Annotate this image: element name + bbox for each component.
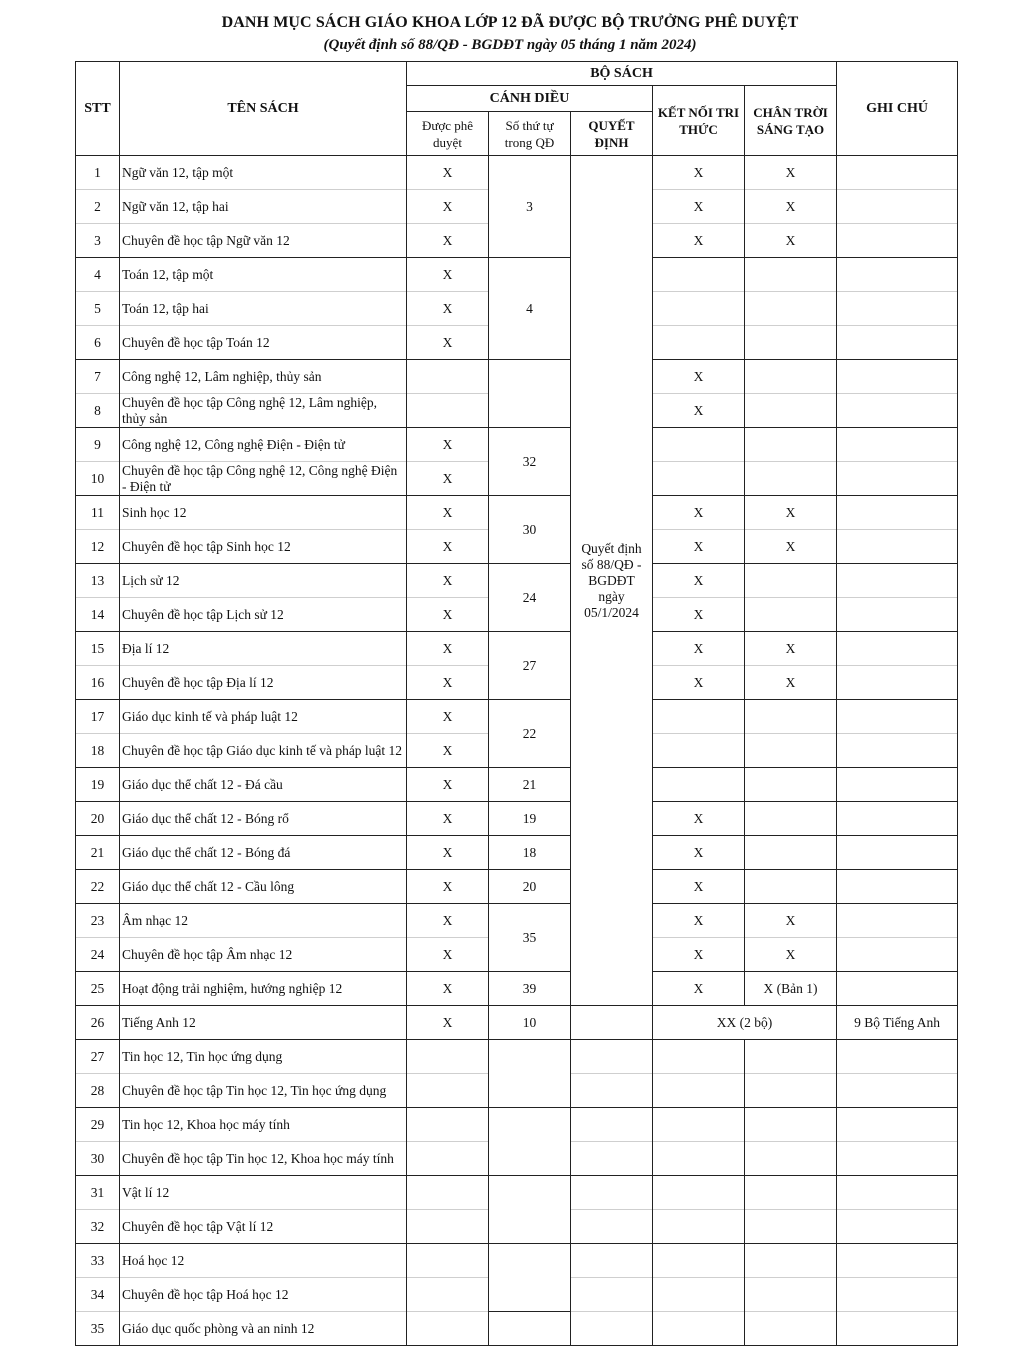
row-order-number [489, 360, 571, 428]
row-approved: X [407, 224, 489, 258]
row-stt: 31 [76, 1176, 120, 1210]
row-note [837, 326, 958, 360]
table-row [76, 1040, 958, 1074]
row-stt: 13 [76, 564, 120, 598]
row-book-name: Ngữ văn 12, tập một [120, 156, 407, 190]
row-stt: 6 [76, 326, 120, 360]
row-ket-noi: X [653, 360, 745, 394]
row-ket-noi [653, 292, 745, 326]
row-stt: 22 [76, 870, 120, 904]
table-row [76, 768, 958, 802]
row-note [837, 904, 958, 938]
row-chan-troi: X [745, 190, 837, 224]
table-row [76, 1312, 958, 1346]
row-book-name: Âm nhạc 12 [120, 904, 407, 938]
row-book-name: Ngữ văn 12, tập hai [120, 190, 407, 224]
row-stt: 8 [76, 394, 120, 428]
row-approved [407, 394, 489, 428]
row-stt: 5 [76, 292, 120, 326]
row-note [837, 258, 958, 292]
row-order-number [489, 1312, 571, 1346]
row-stt: 19 [76, 768, 120, 802]
row-approved [407, 1108, 489, 1142]
row-approved [407, 1244, 489, 1278]
col-canh-dieu: CÁNH DIỀU [407, 86, 653, 112]
row-book-name: Chuyên đề học tập Hoá học 12 [120, 1278, 407, 1312]
col-so-thu-tu: Số thứ tự trong QĐ [489, 112, 571, 156]
row-order-number: 18 [489, 836, 571, 870]
row-book-name: Giáo dục thể chất 12 - Đá cầu [120, 768, 407, 802]
row-book-name: Tin học 12, Khoa học máy tính [120, 1108, 407, 1142]
row-stt: 20 [76, 802, 120, 836]
row-note [837, 1176, 958, 1210]
row-order-number [489, 1108, 571, 1176]
row-chan-troi: X [745, 530, 837, 564]
row-note [837, 836, 958, 870]
row-ket-noi [653, 1210, 745, 1244]
row-chan-troi [745, 1108, 837, 1142]
table-row [76, 1006, 958, 1040]
row-approved: X [407, 292, 489, 326]
table-row [76, 156, 958, 190]
table-row [76, 632, 958, 666]
row-approved: X [407, 666, 489, 700]
row-order-number: 24 [489, 564, 571, 632]
row-order-number: 10 [489, 1006, 571, 1040]
row-book-name: Chuyên đề học tập Tin học 12, Tin học ứng dụng [120, 1074, 407, 1108]
row-approved [407, 1312, 489, 1346]
row-ket-noi [653, 1244, 745, 1278]
row-book-name: Chuyên đề học tập Ngữ văn 12 [120, 224, 407, 258]
col-chan-troi-sang-tao: CHÂN TRỜI SÁNG TẠO [745, 86, 837, 156]
row-chan-troi: X [745, 496, 837, 530]
row-stt: 17 [76, 700, 120, 734]
decision-cell-empty [571, 1142, 653, 1176]
row-stt: 4 [76, 258, 120, 292]
row-note [837, 1108, 958, 1142]
row-book-name: Công nghệ 12, Công nghệ Điện - Điện tử [120, 428, 407, 462]
row-stt: 11 [76, 496, 120, 530]
row-order-number: 22 [489, 700, 571, 768]
col-duoc-phe-duyet: Được phê duyệt [407, 112, 489, 156]
table-row [76, 802, 958, 836]
row-book-name: Giáo dục quốc phòng và an ninh 12 [120, 1312, 407, 1346]
row-note [837, 1278, 958, 1312]
decision-cell-empty [571, 1278, 653, 1312]
row-order-number: 21 [489, 768, 571, 802]
col-ten-sach: TÊN SÁCH [120, 62, 407, 156]
row-approved [407, 1040, 489, 1074]
row-book-name: Tin học 12, Tin học ứng dụng [120, 1040, 407, 1074]
decision-cell-empty [571, 1244, 653, 1278]
row-approved: X [407, 1006, 489, 1040]
table-row [76, 1176, 958, 1210]
row-note [837, 1074, 958, 1108]
row-chan-troi [745, 1074, 837, 1108]
row-chan-troi [745, 292, 837, 326]
row-stt: 29 [76, 1108, 120, 1142]
row-ket-noi [653, 734, 745, 768]
row-approved: X [407, 258, 489, 292]
row-stt: 2 [76, 190, 120, 224]
row-ket-noi: X [653, 564, 745, 598]
table-row [76, 360, 958, 394]
row-order-number: 32 [489, 428, 571, 496]
row-note [837, 496, 958, 530]
row-note [837, 802, 958, 836]
row-approved: X [407, 938, 489, 972]
row-approved: X [407, 700, 489, 734]
row-approved: X [407, 904, 489, 938]
table-row [76, 700, 958, 734]
row-approved: X [407, 462, 489, 496]
row-chan-troi [745, 1244, 837, 1278]
row-note [837, 768, 958, 802]
row-book-name: Chuyên đề học tập Sinh học 12 [120, 530, 407, 564]
row-book-name: Chuyên đề học tập Lịch sử 12 [120, 598, 407, 632]
row-note [837, 462, 958, 496]
row-stt: 9 [76, 428, 120, 462]
row-approved: X [407, 768, 489, 802]
row-order-number: 20 [489, 870, 571, 904]
row-order-number: 30 [489, 496, 571, 564]
row-approved [407, 1074, 489, 1108]
col-stt: STT [76, 62, 120, 156]
row-approved: X [407, 802, 489, 836]
row-chan-troi [745, 258, 837, 292]
row-chan-troi: X [745, 156, 837, 190]
row-stt: 21 [76, 836, 120, 870]
row-note [837, 394, 958, 428]
row-stt: 27 [76, 1040, 120, 1074]
row-approved: X [407, 836, 489, 870]
row-approved: X [407, 496, 489, 530]
row-book-name: Giáo dục thể chất 12 - Bóng rổ [120, 802, 407, 836]
row-stt: 35 [76, 1312, 120, 1346]
row-chan-troi [745, 360, 837, 394]
row-ket-noi [653, 462, 745, 496]
row-stt: 1 [76, 156, 120, 190]
row-note [837, 1142, 958, 1176]
row-book-name: Toán 12, tập hai [120, 292, 407, 326]
row-note [837, 564, 958, 598]
row-stt: 18 [76, 734, 120, 768]
row-book-name: Chuyên đề học tập Giáo dục kinh tế và pháp luật 12 [120, 734, 407, 768]
row-note [837, 1312, 958, 1346]
row-ket-noi: X [653, 190, 745, 224]
row-ket-noi: X [653, 394, 745, 428]
row-note [837, 632, 958, 666]
table-row [76, 1108, 958, 1142]
row-chan-troi [745, 326, 837, 360]
row-order-number: 27 [489, 632, 571, 700]
row-stt: 28 [76, 1074, 120, 1108]
row-stt: 12 [76, 530, 120, 564]
row-chan-troi [745, 428, 837, 462]
row-ket-noi [653, 1278, 745, 1312]
row-note [837, 734, 958, 768]
row-approved: X [407, 734, 489, 768]
row-book-name: Chuyên đề học tập Công nghệ 12, Lâm nghiệp, thủy sản [120, 394, 407, 428]
row-ket-noi: X [653, 904, 745, 938]
row-ket-noi [653, 1312, 745, 1346]
row-stt: 26 [76, 1006, 120, 1040]
row-order-number [489, 1040, 571, 1108]
row-chan-troi: X [745, 224, 837, 258]
row-note [837, 870, 958, 904]
row-ket-noi [653, 258, 745, 292]
row-chan-troi [745, 802, 837, 836]
row-approved: X [407, 190, 489, 224]
row-book-name: Hoạt động trải nghiệm, hướng nghiệp 12 [120, 972, 407, 1006]
row-order-number: 35 [489, 904, 571, 972]
row-approved [407, 1142, 489, 1176]
row-approved [407, 1278, 489, 1312]
row-chan-troi [745, 1210, 837, 1244]
col-ket-noi-tri-thuc: KẾT NỐI TRI THỨC [653, 86, 745, 156]
row-stt: 24 [76, 938, 120, 972]
row-chan-troi [745, 700, 837, 734]
row-ket-noi [653, 1108, 745, 1142]
row-note [837, 530, 958, 564]
row-book-name: Tiếng Anh 12 [120, 1006, 407, 1040]
row-ket-noi [653, 768, 745, 802]
row-note [837, 224, 958, 258]
row-ket-noi [653, 1074, 745, 1108]
table-row [76, 972, 958, 1006]
row-ket-noi [653, 1040, 745, 1074]
row-stt: 33 [76, 1244, 120, 1278]
row-book-name: Chuyên đề học tập Tin học 12, Khoa học máy tính [120, 1142, 407, 1176]
row-book-name: Giáo dục kinh tế và pháp luật 12 [120, 700, 407, 734]
row-note [837, 156, 958, 190]
table-row [76, 836, 958, 870]
row-approved: X [407, 530, 489, 564]
row-chan-troi [745, 564, 837, 598]
row-note [837, 598, 958, 632]
row-order-number [489, 1176, 571, 1244]
decision-cell-empty [571, 1312, 653, 1346]
row-approved: X [407, 428, 489, 462]
row-book-name: Chuyên đề học tập Vật lí 12 [120, 1210, 407, 1244]
document-title: DANH MỤC SÁCH GIÁO KHOA LỚP 12 ĐÃ ĐƯỢC BỘ TRƯỞNG PHÊ DUYỆT [221, 14, 799, 31]
row-order-number: 39 [489, 972, 571, 1006]
row-stt: 10 [76, 462, 120, 496]
table-body [76, 156, 958, 1346]
row-chan-troi: X [745, 632, 837, 666]
table-row [76, 496, 958, 530]
row-stt: 25 [76, 972, 120, 1006]
row-chan-troi [745, 836, 837, 870]
row-ket-noi: X [653, 632, 745, 666]
row-book-name: Giáo dục thể chất 12 - Bóng đá [120, 836, 407, 870]
row-note [837, 700, 958, 734]
row-note [837, 1210, 958, 1244]
row-chan-troi: X [745, 666, 837, 700]
row-ket-noi: X [653, 802, 745, 836]
row-note [837, 190, 958, 224]
row-ket-noi: X [653, 870, 745, 904]
row-ket-noi: X [653, 938, 745, 972]
row-approved [407, 1210, 489, 1244]
row-approved: X [407, 156, 489, 190]
row-chan-troi: X [745, 904, 837, 938]
row-ket-noi: X [653, 530, 745, 564]
row-ket-noi: X [653, 972, 745, 1006]
row-stt: 32 [76, 1210, 120, 1244]
row-chan-troi [745, 768, 837, 802]
row-stt: 14 [76, 598, 120, 632]
table-row [76, 870, 958, 904]
decision-cell-empty [571, 1108, 653, 1142]
row-stt: 15 [76, 632, 120, 666]
table-row [76, 1244, 958, 1278]
row-ket-noi: X [653, 224, 745, 258]
table-row [76, 428, 958, 462]
row-note [837, 292, 958, 326]
row-note [837, 938, 958, 972]
row-chan-troi [745, 1176, 837, 1210]
row-ket-noi [653, 428, 745, 462]
row-book-name: Lịch sử 12 [120, 564, 407, 598]
col-quyet-dinh: QUYẾT ĐỊNH [571, 112, 653, 156]
row-approved: X [407, 972, 489, 1006]
row-stt: 3 [76, 224, 120, 258]
row-note [837, 1040, 958, 1074]
row-book-name: Giáo dục thể chất 12 - Cầu lông [120, 870, 407, 904]
row-book-name: Vật lí 12 [120, 1176, 407, 1210]
row-ket-noi [653, 326, 745, 360]
decision-cell-empty [571, 1040, 653, 1074]
row-note [837, 428, 958, 462]
row-stt: 23 [76, 904, 120, 938]
row-approved [407, 1176, 489, 1210]
document-subtitle: (Quyết định số 88/QĐ - BGDĐT ngày 05 tháng 1 năm 2024) [323, 37, 697, 53]
row-chan-troi [745, 734, 837, 768]
row-chan-troi [745, 1312, 837, 1346]
decision-cell-empty [571, 1006, 653, 1040]
row-chan-troi [745, 1142, 837, 1176]
row-chan-troi [745, 462, 837, 496]
decision-cell-empty [571, 1176, 653, 1210]
row-approved: X [407, 632, 489, 666]
row-book-name: Địa lí 12 [120, 632, 407, 666]
row-order-number: 3 [489, 156, 571, 258]
row-book-name: Toán 12, tập một [120, 258, 407, 292]
row-ket-noi-combined: XX (2 bộ) [653, 1006, 837, 1040]
row-book-name: Chuyên đề học tập Toán 12 [120, 326, 407, 360]
row-chan-troi [745, 598, 837, 632]
row-stt: 34 [76, 1278, 120, 1312]
row-order-number: 4 [489, 258, 571, 360]
row-book-name: Sinh học 12 [120, 496, 407, 530]
row-book-name: Chuyên đề học tập Địa lí 12 [120, 666, 407, 700]
decision-cell-empty [571, 1210, 653, 1244]
row-stt: 30 [76, 1142, 120, 1176]
row-note [837, 1244, 958, 1278]
row-chan-troi: X (Bản 1) [745, 972, 837, 1006]
table-row [76, 904, 958, 938]
row-ket-noi: X [653, 156, 745, 190]
row-ket-noi: X [653, 836, 745, 870]
table-row [76, 564, 958, 598]
row-note: 9 Bộ Tiếng Anh [837, 1006, 958, 1040]
row-order-number: 19 [489, 802, 571, 836]
row-approved: X [407, 870, 489, 904]
row-book-name: Chuyên đề học tập Công nghệ 12, Công nghệ Điện - Điện tử [120, 462, 407, 496]
col-ghi-chu: GHI CHÚ [837, 62, 958, 156]
row-order-number [489, 1244, 571, 1312]
row-ket-noi [653, 1176, 745, 1210]
row-approved: X [407, 598, 489, 632]
row-chan-troi [745, 870, 837, 904]
row-book-name: Hoá học 12 [120, 1244, 407, 1278]
row-chan-troi [745, 1278, 837, 1312]
row-note [837, 360, 958, 394]
table-header [76, 62, 958, 156]
row-chan-troi: X [745, 938, 837, 972]
decision-cell: Quyết định số 88/QĐ - BGDĐT ngày 05/1/2024 [571, 156, 653, 1006]
row-ket-noi [653, 700, 745, 734]
decision-cell-empty [571, 1074, 653, 1108]
row-chan-troi [745, 394, 837, 428]
row-chan-troi [745, 1040, 837, 1074]
row-note [837, 666, 958, 700]
row-approved [407, 360, 489, 394]
row-stt: 7 [76, 360, 120, 394]
row-ket-noi: X [653, 666, 745, 700]
row-note [837, 972, 958, 1006]
row-approved: X [407, 326, 489, 360]
row-approved: X [407, 564, 489, 598]
row-book-name: Công nghệ 12, Lâm nghiệp, thủy sản [120, 360, 407, 394]
row-ket-noi: X [653, 496, 745, 530]
table-row [76, 258, 958, 292]
col-bo-sach: BỘ SÁCH [407, 62, 837, 86]
row-stt: 16 [76, 666, 120, 700]
textbook-table [75, 61, 958, 1346]
row-ket-noi: X [653, 598, 745, 632]
row-book-name: Chuyên đề học tập Âm nhạc 12 [120, 938, 407, 972]
row-ket-noi [653, 1142, 745, 1176]
